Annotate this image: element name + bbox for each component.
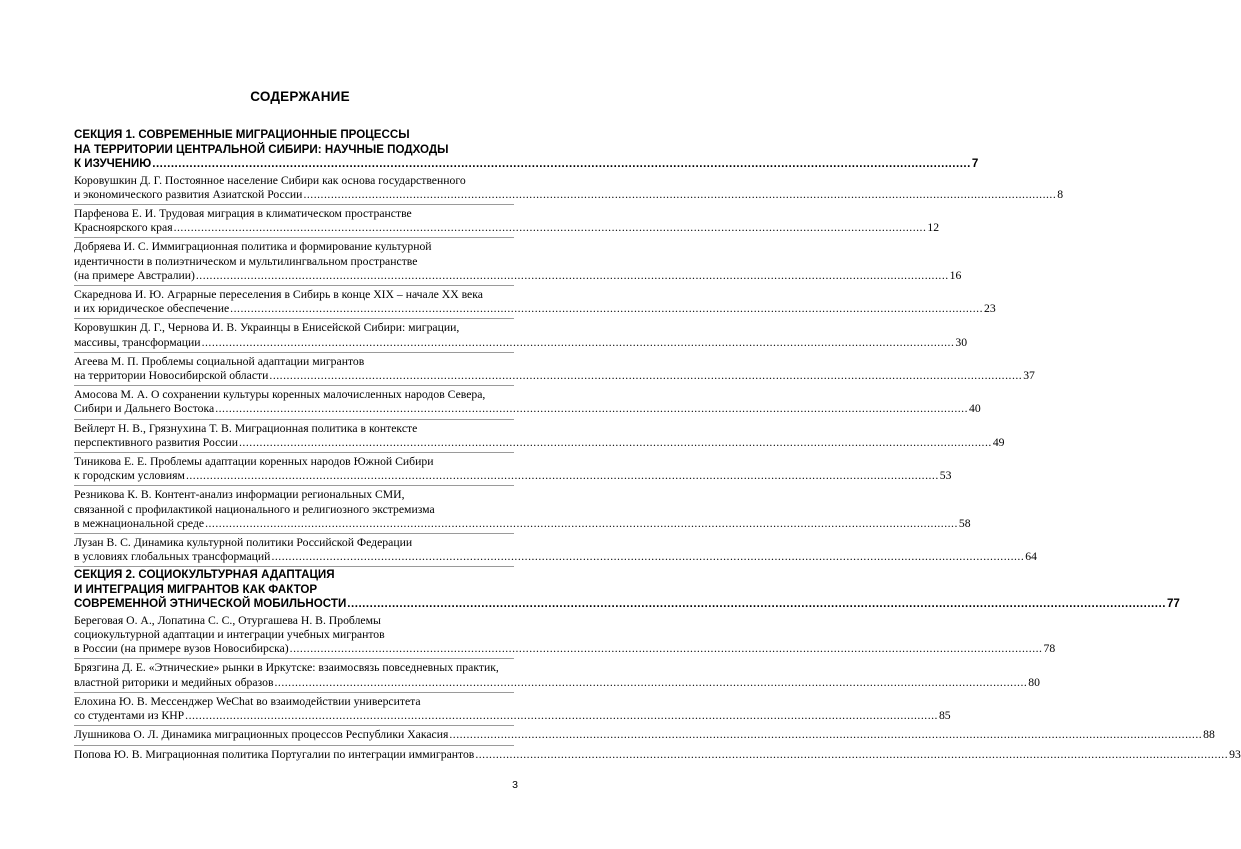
toc-entry xyxy=(74,318,968,349)
toc-entry xyxy=(74,658,1040,689)
dot-leader: ............................................................................................................................................................................................................................ xyxy=(303,187,1057,201)
toc-page-number: 80 xyxy=(1028,675,1040,689)
toc-entry-line: СОВРЕМЕННОЙ ЭТНИЧЕСКОЙ МОБИЛЬНОСТИ xyxy=(74,597,347,611)
toc-entry-line: Красноярского края xyxy=(74,221,173,235)
toc-entry-leader-row xyxy=(74,268,962,283)
toc-entry-leader-row xyxy=(74,516,971,531)
toc-entry xyxy=(74,237,962,283)
toc-entry-line: со студентами из КНР xyxy=(74,709,185,723)
toc-page-number: 37 xyxy=(1023,368,1035,382)
toc-entry xyxy=(74,533,1037,564)
toc-entry-leader-row xyxy=(74,435,1005,450)
toc-entry xyxy=(74,613,1056,657)
toc-entry-line: СЕКЦИЯ 2. СОЦИОКУЛЬТУРНАЯ АДАПТАЦИЯ xyxy=(74,568,335,582)
toc-entry-line: Попова Ю. В. Миграционная политика Португалии по интеграции иммигрантов xyxy=(74,747,475,761)
toc-entry-line: СЕКЦИЯ 1. СОВРЕМЕННЫЕ МИГРАЦИОННЫЕ ПРОЦЕССЫ xyxy=(74,128,410,141)
toc-entry-line: перспективного развития России xyxy=(74,435,238,449)
toc-page-number: 40 xyxy=(969,402,981,416)
toc-entry-line: в России (на примере вузов Новосибирска) xyxy=(74,642,289,656)
toc-entry-line: в межнациональной среде xyxy=(74,516,205,530)
dot-leader: ............................................................................................................................................................................................................................ xyxy=(185,469,939,483)
toc-page-number: 23 xyxy=(983,302,996,316)
dot-leader: ............................................................................................................................................................................................................................ xyxy=(152,157,971,170)
toc-entry-line: связанной с профилактикой национального и религиозного экстремизма xyxy=(74,502,435,516)
page-number: 3 xyxy=(512,779,518,791)
toc-entry-leader-row xyxy=(74,728,1215,742)
toc-entry-leader-row xyxy=(74,221,940,235)
toc-section-heading xyxy=(74,566,1180,612)
toc-page-number: 53 xyxy=(939,469,952,483)
dot-leader: ............................................................................................................................................................................................................................ xyxy=(173,221,927,235)
dot-leader: ............................................................................................................................................................................................................................ xyxy=(289,642,1043,656)
toc-entry xyxy=(74,385,981,416)
toc-entry xyxy=(74,485,971,531)
toc-entry-line: Тиникова Е. Е. Проблемы адаптации коренных народов Южной Сибири xyxy=(74,454,434,468)
toc-entry-line: и экономического развития Азиатской России xyxy=(74,187,303,201)
toc-entry-line: к городским условиям xyxy=(74,469,185,483)
toc-page-number: 77 xyxy=(1166,597,1180,611)
dot-leader: ............................................................................................................................................................................................................................ xyxy=(230,302,983,316)
dot-leader: ............................................................................................................................................................................................................................ xyxy=(201,335,955,349)
toc-entry-line: Елохина Ю. В. Мессенджер WeChat во взаимодействии университета xyxy=(74,694,421,708)
table-of-contents xyxy=(74,128,1241,762)
toc-page-number: 7 xyxy=(971,157,979,170)
toc-entry-line: Коровушкин Д. Г., Чернова И. В. Украинцы в Енисейской Сибири: миграции, xyxy=(74,321,460,335)
toc-entry-leader-row xyxy=(74,402,981,416)
toc-entry-leader-row xyxy=(74,675,1040,690)
page-title: СОДЕРЖАНИЕ xyxy=(250,89,350,104)
toc-entry-line: Береговая О. А., Лопатина С. С., Отургашева Н. В. Проблемы xyxy=(74,613,381,627)
toc-entry-line: Амосова М. А. О сохранении культуры коренных малочисленных народов Севера, xyxy=(74,388,486,402)
dot-leader: ............................................................................................................................................................................................................................ xyxy=(239,435,992,449)
toc-entry-line: Скареднова И. Ю. Аграрные переселения в Сибирь в конце XIX – начале XX века xyxy=(74,287,483,301)
dot-leader: ............................................................................................................................................................................................................................ xyxy=(269,368,1023,382)
toc-entry-leader-row xyxy=(74,469,952,483)
toc-entry-leader-row xyxy=(74,597,1180,612)
dot-leader: ............................................................................................................................................................................................................................ xyxy=(347,597,1166,611)
toc-entry-line: Парфенова Е. И. Трудовая миграция в климатическом пространстве xyxy=(74,206,412,220)
toc-page-number: 49 xyxy=(992,435,1005,449)
toc-entry-line: властной риторики и медийных образов xyxy=(74,675,274,689)
toc-entry-leader-row xyxy=(74,157,979,172)
toc-entry xyxy=(74,725,1215,742)
toc-page-number: 64 xyxy=(1025,550,1037,564)
toc-entry-line: И ИНТЕГРАЦИЯ МИГРАНТОВ КАК ФАКТОР xyxy=(74,582,318,596)
toc-page-number: 93 xyxy=(1229,747,1241,761)
toc-entry-line: Брязгина Д. Е. «Этнические» рынки в Иркутске: взаимосвязь повседневных практик, xyxy=(74,661,499,675)
toc-entry-leader-row xyxy=(74,642,1056,656)
toc-entry-leader-row xyxy=(74,187,1064,202)
toc-entry xyxy=(74,452,952,483)
toc-entry-leader-row xyxy=(74,550,1037,564)
toc-entry-line: Резникова К. В. Контент-анализ информации региональных СМИ, xyxy=(74,488,405,502)
toc-entry xyxy=(74,204,940,235)
toc-page-number: 85 xyxy=(938,709,951,723)
toc-entry-line: Лузан В. С. Динамика культурной политики Российской Федерации xyxy=(74,535,413,549)
toc-entry-leader-row xyxy=(74,368,1035,383)
toc-page-number: 88 xyxy=(1203,728,1215,742)
dot-leader: ............................................................................................................................................................................................................................ xyxy=(449,728,1203,742)
toc-page-number: 16 xyxy=(949,268,962,282)
dot-leader: ............................................................................................................................................................................................................................ xyxy=(185,709,938,723)
toc-entry xyxy=(74,285,996,316)
dot-leader: ............................................................................................................................................................................................................................ xyxy=(271,550,1025,564)
toc-entry-leader-row xyxy=(74,335,968,350)
toc-entry-line: в условиях глобальных трансформаций xyxy=(74,550,271,564)
toc-entry-leader-row xyxy=(74,709,951,723)
toc-entry-line: Коровушкин Д. Г. Постоянное население Сибири как основа государственного xyxy=(74,173,466,187)
toc-entry-leader-row xyxy=(74,747,1241,762)
toc-entry-line: (на примере Австралии) xyxy=(74,268,195,282)
toc-page-number: 8 xyxy=(1057,187,1064,201)
toc-entry-line: социокультурной адаптации и интеграции учебных мигрантов xyxy=(74,628,385,642)
toc-page-number: 58 xyxy=(958,516,971,530)
toc-entry-line: на территории Новосибирской области xyxy=(74,368,269,382)
toc-entry-line: и их юридическое обеспечение xyxy=(74,302,230,316)
toc-entry-line: Агеева М. П. Проблемы социальной адаптации мигрантов xyxy=(74,354,365,368)
toc-entry xyxy=(74,173,1064,202)
toc-entry-leader-row xyxy=(74,302,996,316)
toc-page-number: 78 xyxy=(1043,642,1056,656)
dot-leader: ............................................................................................................................................................................................................................ xyxy=(195,268,949,282)
dot-leader: ............................................................................................................................................................................................................................ xyxy=(205,516,958,530)
toc-entry-line: Вейлерт Н. В., Грязнухина Т. В. Миграционная политика в контексте xyxy=(74,421,418,435)
toc-entry-line: идентичности в полиэтническом и мультилингвальном пространстве xyxy=(74,254,418,268)
toc-entry-line: Добряева И. С. Иммиграционная политика и формирование культурной xyxy=(74,240,432,254)
toc-section-heading xyxy=(74,128,979,172)
toc-entry xyxy=(74,419,1005,450)
toc-entry-line: К ИЗУЧЕНИЮ xyxy=(74,157,152,170)
toc-entry-line: массивы, трансформации xyxy=(74,335,201,349)
toc-entry xyxy=(74,352,1035,383)
toc-entry-line: НА ТЕРРИТОРИИ ЦЕНТРАЛЬНОЙ СИБИРИ: НАУЧНЫЕ ПОДХОДЫ xyxy=(74,142,449,156)
toc-page-number: 30 xyxy=(955,335,968,349)
dot-leader: ............................................................................................................................................................................................................................ xyxy=(274,675,1028,689)
toc-page-number: 12 xyxy=(927,221,940,235)
dot-leader: ............................................................................................................................................................................................................................ xyxy=(475,747,1229,761)
toc-entry xyxy=(74,745,1241,762)
toc-entry-line: Сибири и Дальнего Востока xyxy=(74,402,215,416)
dot-leader: ............................................................................................................................................................................................................................ xyxy=(215,402,968,416)
toc-entry-line: Лушникова О. Л. Динамика миграционных процессов Республики Хакасия xyxy=(74,728,449,742)
toc-entry xyxy=(74,692,951,723)
